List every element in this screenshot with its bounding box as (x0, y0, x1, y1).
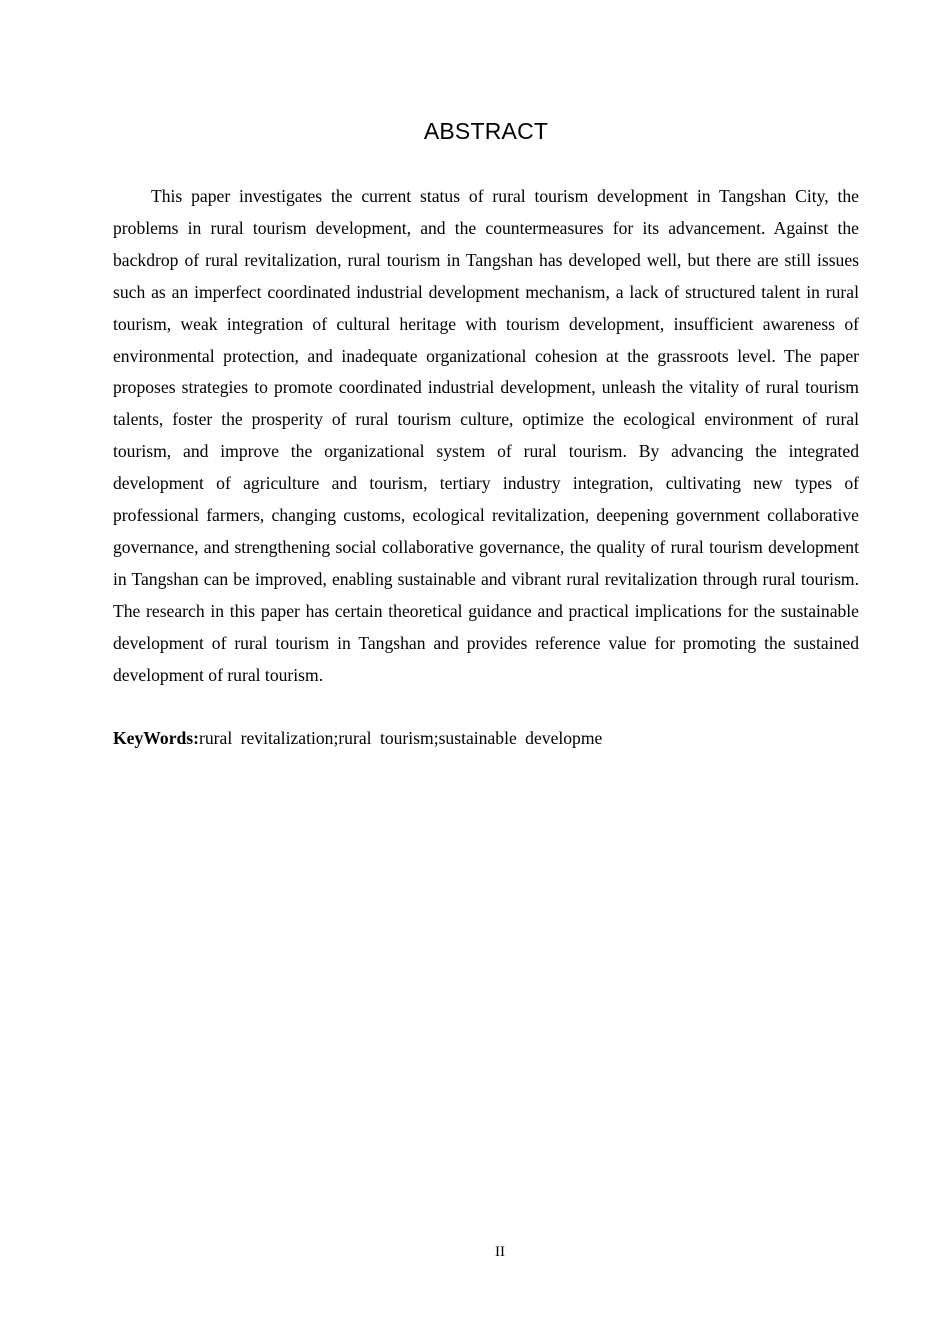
keywords-label: KeyWords: (113, 728, 200, 748)
page-number: II (495, 1244, 505, 1260)
keywords-value: rural revitalization;rural tourism;sustainable developme (199, 728, 603, 748)
abstract-title: ABSTRACT (423, 118, 549, 144)
keywords-line (113, 723, 859, 755)
abstract-body: This paper investigates the current status of rural tourism development in Tangshan City, the problems in rural tourism development, and the countermeasures for its advancement. Against the backdrop of rural revitalization, rural tourism in Tangshan has developed well, but there are still issues such as an imperfect coordinated industrial development mechanism, a lack of structured talent in rural tourism, weak integration of cultural heritage with tourism development, insufficient awareness of environmental protection, and inadequate organizational cohesion at the grassroots level. The paper proposes strategies to promote coordinated industrial development, unleash the vitality of rural tourism talents, foster the prosperity of rural tourism culture, optimize the ecological environment of rural tourism, and improve the organizational system of rural tourism. By advancing the integrated development of agriculture and tourism, tertiary industry integration, cultivating new types of professional farmers, changing customs, ecological revitalization, deepening government collaborative governance, and strengthening social collaborative governance, the quality of rural tourism development in Tangshan can be improved, enabling sustainable and vibrant rural revitalization through rural tourism. The research in this paper has certain theoretical guidance and practical implications for the sustainable development of rural tourism in Tangshan and provides reference value for promoting the sustained development of rural tourism. (113, 186, 859, 685)
